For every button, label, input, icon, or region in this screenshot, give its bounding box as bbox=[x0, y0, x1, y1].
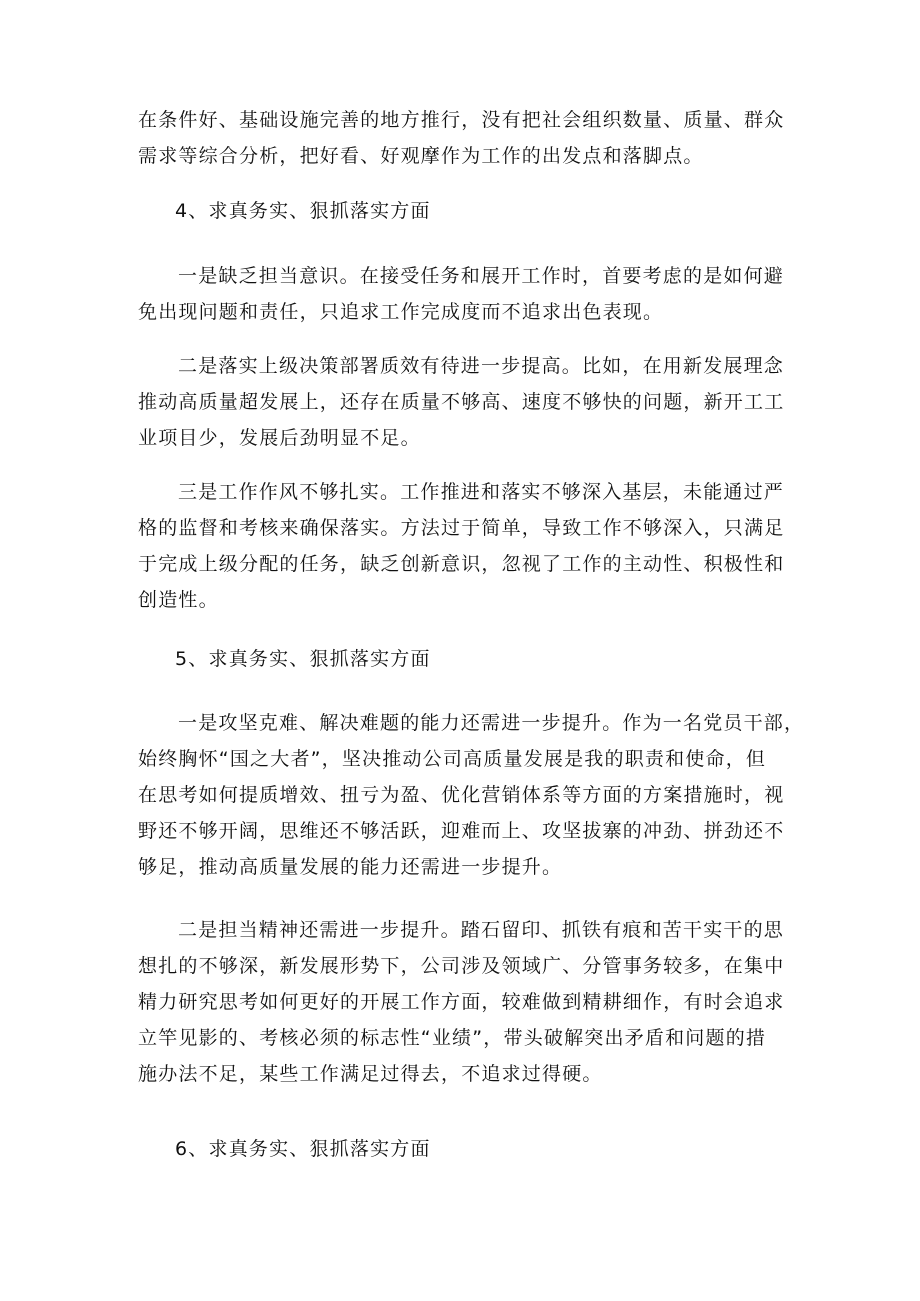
text-line: 于完成上级分配的任务，缺乏创新意识，忽视了工作的主动性、积极性和 bbox=[138, 553, 785, 575]
text-line: 在思考如何提质增效、扭亏为盈、优化营销体系等方面的方案措施时，视 bbox=[138, 784, 785, 806]
text-line: 二是落实上级决策部署质效有待进一步提高。比如，在用新发展理念 bbox=[178, 355, 785, 377]
text-line: 二是担当精神还需进一步提升。踏石留印、抓铁有痕和苦干实干的思 bbox=[178, 919, 785, 941]
text-line: 精力研究思考如何更好的开展工作方面，较难做到精耕细作，有时会追求 bbox=[138, 991, 785, 1013]
text-line: 三是工作作风不够扎实。工作推进和落实不够深入基层，未能通过严 bbox=[178, 481, 785, 503]
text-line: 够足，推动高质量发展的能力还需进一步提升。 bbox=[138, 856, 563, 878]
text-line: 免出现问题和责任，只追求工作完成度而不追求出色表现。 bbox=[138, 301, 664, 323]
paragraph bbox=[138, 705, 805, 885]
text-line: 在条件好、基础设施完善的地方推行，没有把社会组织数量、质量、群众 bbox=[138, 109, 785, 131]
text-line: 始终胸怀“国之大者”，坚决推动公司高质量发展是我的职责和使命，但 bbox=[138, 748, 767, 770]
text-line: 野还不够开阔，思维还不够活跃，迎难而上、攻坚拔寨的冲劲、拼劲还不 bbox=[138, 820, 785, 842]
heading-text: 5、求真务实、狠抓落实方面 bbox=[175, 648, 431, 670]
text-line: 施办法不足，某些工作满足过得去，不追求过得硬。 bbox=[138, 1063, 603, 1085]
text-line: 格的监督和考核来确保落实。方法过于简单，导致工作不够深入，只满足 bbox=[138, 517, 785, 539]
section-heading-4 bbox=[138, 193, 823, 229]
text-line: 推动高质量超发展上，还存在质量不够高、速度不够快的问题，新开工工 bbox=[138, 391, 785, 413]
text-line: 一是缺乏担当意识。在接受任务和展开工作时，首要考虑的是如何避 bbox=[178, 265, 785, 287]
paragraph bbox=[138, 912, 786, 1092]
heading-text: 4、求真务实、狠抓落实方面 bbox=[175, 200, 431, 222]
text-line: 创造性。 bbox=[138, 589, 219, 611]
paragraph bbox=[138, 348, 786, 456]
section-heading-5 bbox=[138, 641, 823, 677]
text-line: 业项目少，发展后劲明显不足。 bbox=[138, 427, 421, 449]
heading-text: 6、求真务实、狠抓落实方面 bbox=[175, 1138, 431, 1160]
paragraph-continued bbox=[138, 102, 786, 174]
text-line: 一是攻坚克难、解决难题的能力还需进一步提升。作为一名党员干部， bbox=[178, 712, 805, 734]
text-line: 需求等综合分析，把好看、好观摩作为工作的出发点和落脚点。 bbox=[138, 145, 704, 167]
paragraph bbox=[138, 258, 786, 330]
paragraph bbox=[138, 474, 786, 618]
section-heading-6 bbox=[138, 1131, 823, 1167]
text-line: 立竿见影的、考核必须的标志性“业绩”，带头破解突出矛盾和问题的措 bbox=[138, 1027, 767, 1049]
text-line: 想扎的不够深，新发展形势下，公司涉及领域广、分管事务较多，在集中 bbox=[138, 955, 785, 977]
